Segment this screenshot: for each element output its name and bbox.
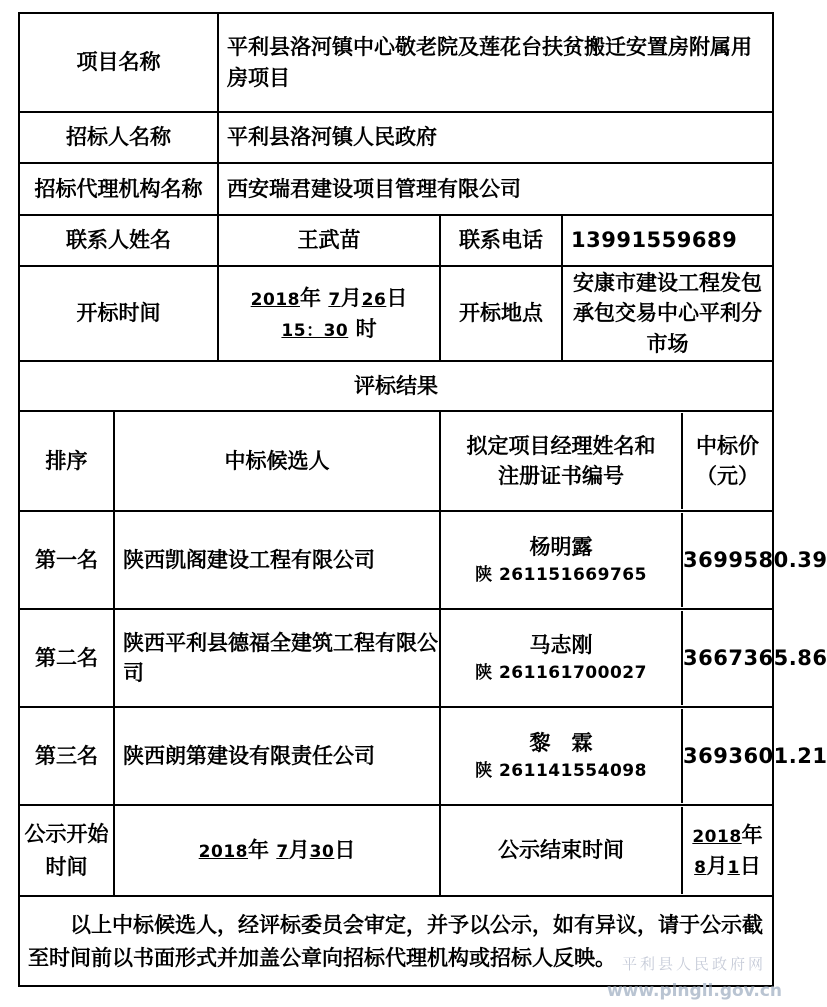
publicity-start-value: 2018年 7月30日 (114, 805, 440, 896)
table-row (19, 511, 773, 609)
col-rank-header: 排序 (19, 411, 114, 511)
publicity-start-label: 公示开始时间 (19, 805, 114, 896)
candidate-cell: 陕西凯阁建设工程有限公司 (114, 511, 440, 609)
price-cell: 3693601.21 (683, 743, 827, 768)
candidate-cell: 陕西平利县德福全建筑工程有限公司 (114, 609, 440, 707)
open-time-value: 2018年 7月26日 15：30 时 (218, 266, 440, 361)
col-price-header: 中标价 （元） (696, 433, 759, 488)
contact-label: 联系人姓名 (19, 215, 218, 266)
open-place-value: 安康市建设工程发包承包交易中心平利分市场 (562, 266, 773, 361)
open-day: 26 (361, 290, 387, 311)
phone-value: 13991559689 (562, 215, 773, 266)
contact-value: 王武苗 (218, 215, 440, 266)
notice-text: 以上中标候选人，经评标委员会审定，并予以公示，如有异议，请于公示截至时间前以书面形式并加盖公章向招标代理机构或招标人反映。 (19, 896, 773, 986)
candidate-cell: 陕西朗第建设有限责任公司 (114, 707, 440, 805)
tenderer-value: 平利县洛河镇人民政府 (218, 112, 773, 163)
open-time-label: 开标时间 (19, 266, 218, 361)
agency-value: 西安瑞君建设项目管理有限公司 (218, 163, 773, 215)
table-row (19, 609, 773, 707)
project-name-label: 项目名称 (19, 13, 218, 112)
open-year: 2018 (250, 290, 300, 311)
manager-cell: 黎 霖 陕 261141554098 (441, 709, 682, 803)
manager-cell: 杨明露 陕 261151669765 (441, 513, 682, 607)
col-candidate-header: 中标候选人 (114, 411, 440, 511)
tenderer-label: 招标人名称 (19, 112, 218, 163)
open-hour-minute: 15：30 (281, 320, 349, 341)
rank-cell: 第一名 (19, 511, 114, 609)
bid-result-table (18, 12, 827, 987)
agency-label: 招标代理机构名称 (19, 163, 218, 215)
open-place-label: 开标地点 (440, 266, 562, 361)
rank-cell: 第三名 (19, 707, 114, 805)
price-cell: 3667365.86 (683, 645, 827, 670)
results-title: 评标结果 (19, 361, 773, 411)
watermark-url: www.pingli.gov.cn (606, 981, 782, 1001)
publicity-end-label: 公示结束时间 (441, 807, 682, 894)
open-month: 7 (328, 290, 341, 311)
rank-cell: 第二名 (19, 609, 114, 707)
col-manager-header: 拟定项目经理姓名和 注册证书编号 (441, 413, 682, 509)
table-row (19, 707, 773, 805)
phone-label: 联系电话 (440, 215, 562, 266)
price-cell: 3699580.39 (683, 547, 827, 572)
manager-cell: 马志刚 陕 261161700027 (441, 611, 682, 705)
watermark-site-name: 平利县人民政府网 (621, 955, 766, 973)
project-name-value: 平利县洛河镇中心敬老院及莲花台扶贫搬迁安置房附属用房项目 (218, 13, 773, 112)
publicity-end-value: 2018年 8月1日 (692, 823, 763, 878)
